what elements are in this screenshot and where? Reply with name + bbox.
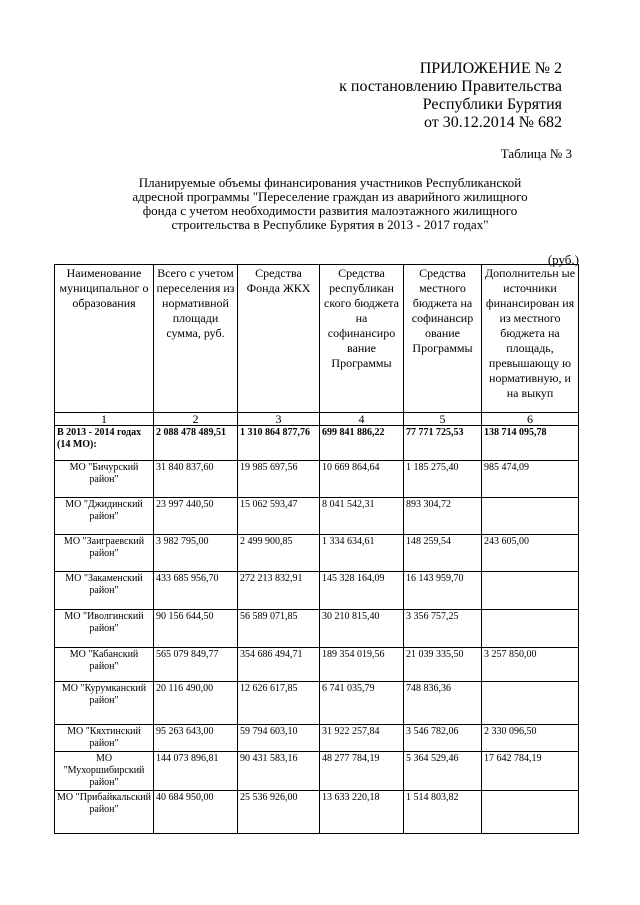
table-cell: 25 536 926,00 xyxy=(238,791,320,834)
table-cell: 19 985 697,56 xyxy=(238,461,320,498)
table-cell: 17 642 784,19 xyxy=(482,752,579,791)
municipality-name: МО "Кабанский район" xyxy=(55,648,154,682)
table-cell: 40 684 950,00 xyxy=(154,791,238,834)
table-cell: 2 088 478 489,51 xyxy=(154,426,238,461)
appendix-republic-line: Республики Бурятия xyxy=(422,96,562,113)
municipality-name: МО "Заиграевский район" xyxy=(55,535,154,572)
table-cell: 1 334 634,61 xyxy=(320,535,404,572)
table-row xyxy=(55,572,579,610)
table-cell: 12 626 617,85 xyxy=(238,682,320,725)
column-number: 1 xyxy=(55,413,154,426)
table-cell: 243 605,00 xyxy=(482,535,579,572)
table-cell: 6 741 035,79 xyxy=(320,682,404,725)
column-header: Средства местного бюджета на софинансир ование Программы xyxy=(404,265,482,413)
table-cell: 8 041 542,31 xyxy=(320,498,404,535)
table-cell: 893 304,72 xyxy=(404,498,482,535)
table-cell: 31 922 257,84 xyxy=(320,725,404,752)
table-cell xyxy=(482,498,579,535)
table-cell: 138 714 095,78 xyxy=(482,426,579,461)
column-header: Средства республикан ского бюджета на софинансиро вание Программы xyxy=(320,265,404,413)
table-cell: 10 669 864,64 xyxy=(320,461,404,498)
appendix-date-line: от 30.12.2014 № 682 xyxy=(423,114,562,131)
column-number-row xyxy=(55,413,579,426)
table-cell: 13 633 220,18 xyxy=(320,791,404,834)
table-row xyxy=(55,535,579,572)
column-header: Всего с учетом переселения из нормативной площади сумма, руб. xyxy=(154,265,238,413)
column-number: 5 xyxy=(404,413,482,426)
table-cell: 90 431 583,16 xyxy=(238,752,320,791)
table-row xyxy=(55,752,579,791)
column-header: Средства Фонда ЖКХ xyxy=(238,265,320,413)
table-cell: 16 143 959,70 xyxy=(404,572,482,610)
table-cell: 433 685 956,70 xyxy=(154,572,238,610)
table-cell: 31 840 837,60 xyxy=(154,461,238,498)
table-cell: 56 589 071,85 xyxy=(238,610,320,648)
appendix-title: ПРИЛОЖЕНИЕ № 2 xyxy=(419,60,562,77)
column-header: Наименование муниципальног о образования xyxy=(55,265,154,413)
table-row xyxy=(55,461,579,498)
table-cell: 20 116 490,00 xyxy=(154,682,238,725)
table-cell: 2 330 096,50 xyxy=(482,725,579,752)
table-cell: 748 836,36 xyxy=(404,682,482,725)
table-cell: 23 997 440,50 xyxy=(154,498,238,535)
column-header: Дополнительн ые источники финансирован ия из местного бюджета на площадь, превышающу ю нормативную, и на выкуп xyxy=(482,265,579,413)
table-cell: 1 514 803,82 xyxy=(404,791,482,834)
table-cell: 59 794 603,10 xyxy=(238,725,320,752)
table-cell: 90 156 644,50 xyxy=(154,610,238,648)
table-cell: 3 356 757,25 xyxy=(404,610,482,648)
column-number: 4 xyxy=(320,413,404,426)
table-cell xyxy=(482,572,579,610)
table-cell: 272 213 832,91 xyxy=(238,572,320,610)
table-cell: 189 354 019,56 xyxy=(320,648,404,682)
total-row xyxy=(55,426,579,461)
table-cell: 3 546 782,06 xyxy=(404,725,482,752)
table-cell: 3 982 795,00 xyxy=(154,535,238,572)
table-cell: 2 499 900,85 xyxy=(238,535,320,572)
table-cell xyxy=(482,610,579,648)
table-cell: 5 364 529,46 xyxy=(404,752,482,791)
municipality-name: МО "Курумканский район" xyxy=(55,682,154,725)
municipality-name: МО "Закаменский район" xyxy=(55,572,154,610)
total-name: В 2013 - 2014 годах (14 МО): xyxy=(55,426,154,461)
municipality-name: МО "Бичурский район" xyxy=(55,461,154,498)
table-cell: 144 073 896,81 xyxy=(154,752,238,791)
table-cell: 985 474,09 xyxy=(482,461,579,498)
table-cell: 3 257 850,00 xyxy=(482,648,579,682)
column-number: 2 xyxy=(154,413,238,426)
table-title: Планируемые объемы финансирования участников Республиканской адресной программы "Переселение граждан из аварийного жилищного фонда с учетом необходимости развития малоэтажного жилищного строительства в Республике Бурятия в 2013 - 2017 годах" xyxy=(132,175,528,232)
table-cell: 145 328 164,09 xyxy=(320,572,404,610)
table-row xyxy=(55,610,579,648)
column-number: 6 xyxy=(482,413,579,426)
table-row xyxy=(55,725,579,752)
table-cell: 354 686 494,71 xyxy=(238,648,320,682)
unit-label: (руб.) xyxy=(547,252,579,267)
table-cell: 699 841 886,22 xyxy=(320,426,404,461)
municipality-name: МО "Прибайкальский район" xyxy=(55,791,154,834)
table-cell: 1 185 275,40 xyxy=(404,461,482,498)
table-cell xyxy=(482,682,579,725)
table-cell: 565 079 849,77 xyxy=(154,648,238,682)
appendix-header xyxy=(339,60,562,132)
table-cell: 48 277 784,19 xyxy=(320,752,404,791)
column-number: 3 xyxy=(238,413,320,426)
municipality-name: МО "Кяхтинский район" xyxy=(55,725,154,752)
table-cell: 15 062 593,47 xyxy=(238,498,320,535)
municipality-name: МО "Мухоршибирский район" xyxy=(55,752,154,791)
table-number: Таблица № 3 xyxy=(500,146,572,161)
table-cell: 77 771 725,53 xyxy=(404,426,482,461)
municipality-name: МО "Джидинский район" xyxy=(55,498,154,535)
table-row xyxy=(55,648,579,682)
table-cell: 1 310 864 877,76 xyxy=(238,426,320,461)
table-row xyxy=(55,791,579,834)
municipality-name: МО "Иволгинский район" xyxy=(55,610,154,648)
appendix-decree-line: к постановлению Правительства xyxy=(339,78,562,95)
table-cell: 30 210 815,40 xyxy=(320,610,404,648)
table-row xyxy=(55,682,579,725)
table-cell: 95 263 643,00 xyxy=(154,725,238,752)
table-cell xyxy=(482,791,579,834)
table-cell: 21 039 335,50 xyxy=(404,648,482,682)
table-cell: 148 259,54 xyxy=(404,535,482,572)
financing-table xyxy=(54,264,579,834)
table-row xyxy=(55,498,579,535)
table-header-row xyxy=(55,265,579,413)
